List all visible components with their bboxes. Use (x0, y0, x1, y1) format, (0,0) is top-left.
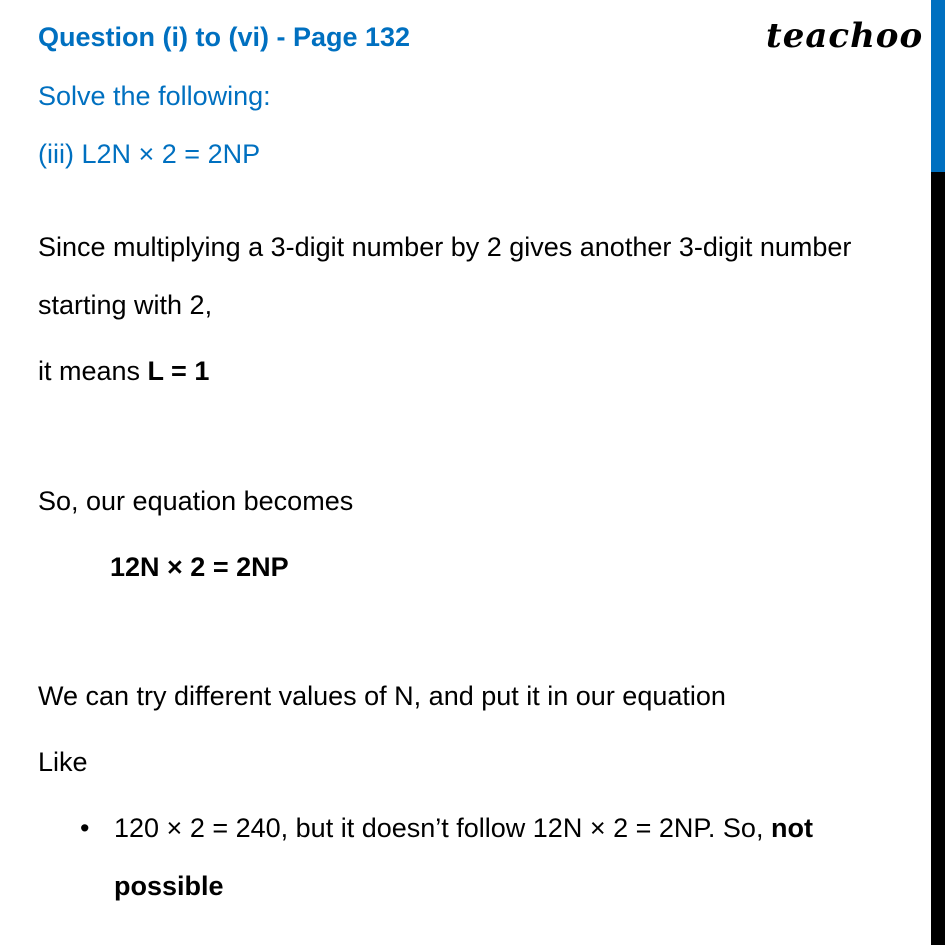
text-line: Like (38, 747, 88, 777)
bullet-continuation: possible (114, 871, 224, 901)
scrollbar-thumb[interactable] (931, 0, 945, 172)
equation: 12N × 2 = 2NP (110, 552, 289, 582)
page-title: Question (i) to (vi) - Page 132 (38, 22, 411, 52)
bullet-bold: not (770, 813, 813, 843)
result-bold: L = 1 (147, 356, 210, 386)
text-line: starting with 2, (38, 290, 213, 320)
text-prefix: it means (38, 356, 148, 386)
text-line: So, our equation becomes (38, 486, 354, 516)
bullet-text: 120 × 2 = 240, but it doesn’t follow 12N × 2 = 2NP. So, (114, 813, 771, 843)
text-line: We can try different values of N, and put it in our equation (38, 681, 726, 711)
bullet-icon: • (80, 813, 90, 843)
teachoo-logo: teachoo (766, 16, 924, 56)
question-part: (iii) L2N × 2 = 2NP (38, 139, 261, 169)
scrollbar-track[interactable] (931, 172, 945, 945)
text-line (38, 356, 209, 387)
bullet-item (114, 813, 813, 844)
text-line: Since multiplying a 3-digit number by 2 gives another 3-digit number (38, 232, 852, 262)
question-instruction: Solve the following: (38, 81, 271, 111)
